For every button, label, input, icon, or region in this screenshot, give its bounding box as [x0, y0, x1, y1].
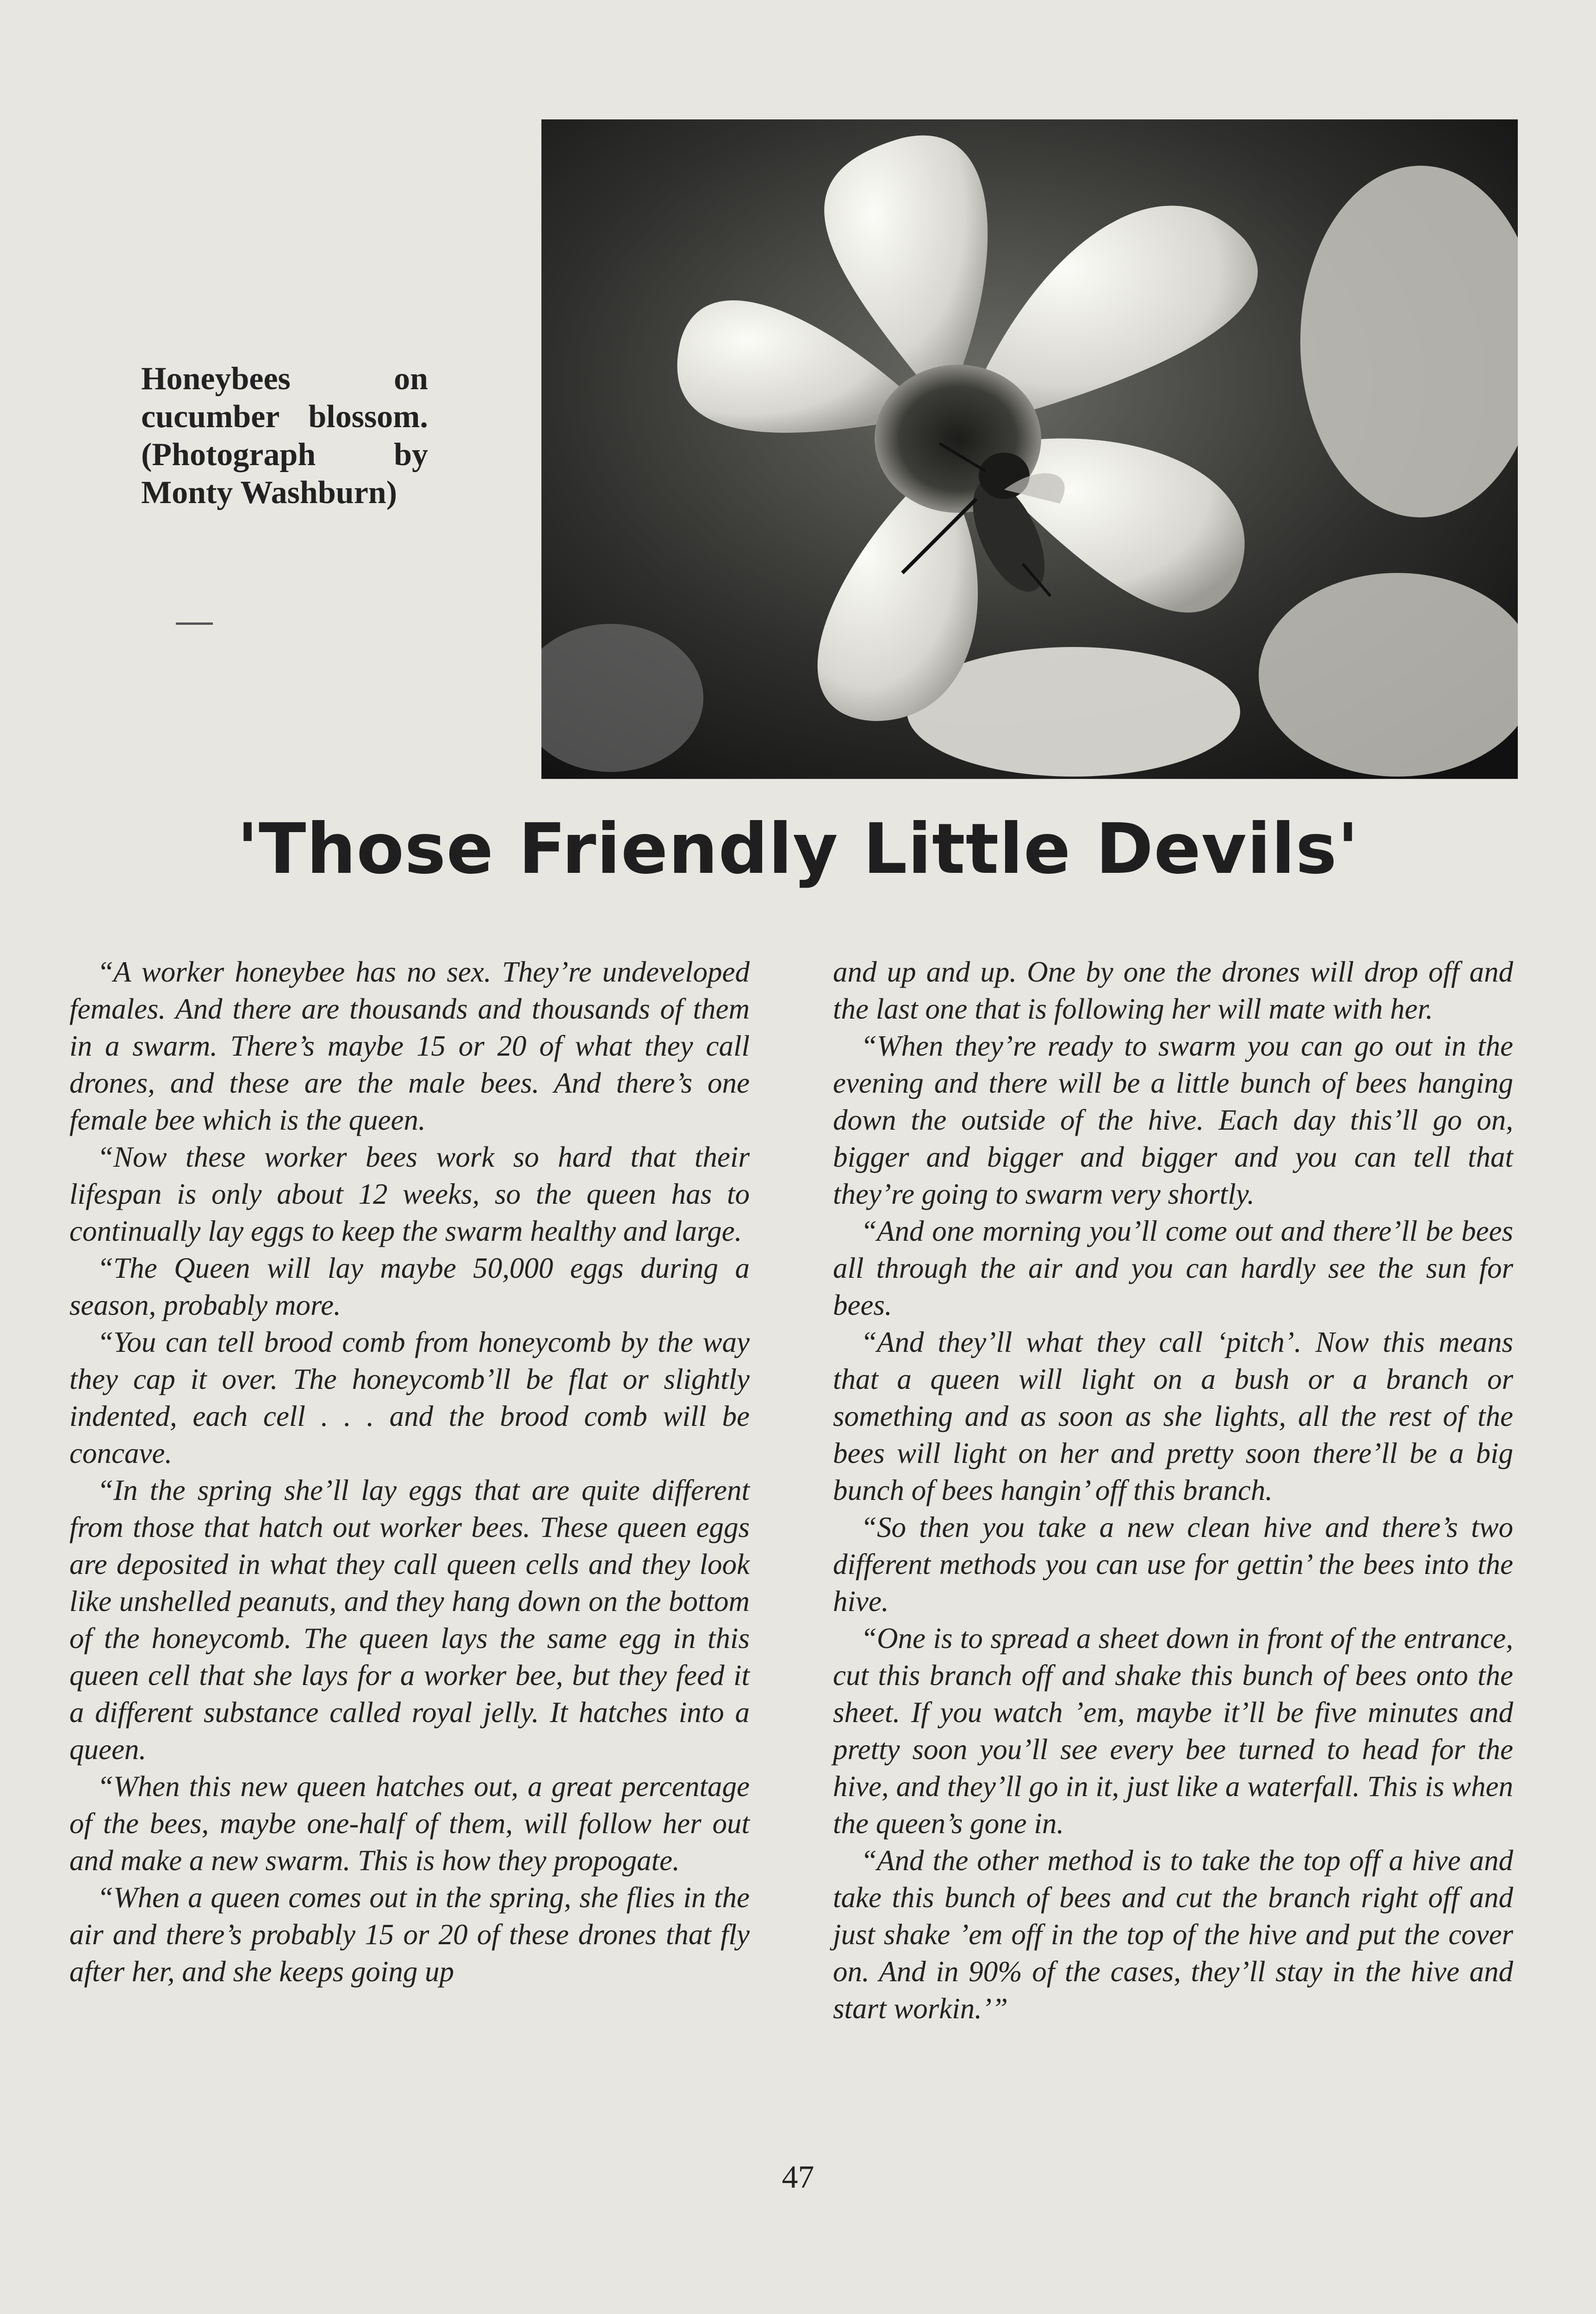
right-paragraph-3: “And one morning you’ll come out and there’ll be bees all through the air and you can hardly see the sun for bees. — [833, 1215, 1513, 1321]
article-left-column — [69, 953, 750, 1990]
left-paragraph-7: “When a queen comes out in the spring, she flies in the air and there’s probably 15 or 20 of these drones that fly after her, and she keeps going up — [69, 1881, 750, 1988]
blossom-photo-illustration — [541, 119, 1518, 779]
left-paragraph-4: “You can tell brood comb from honeycomb by the way they cap it over. The honeycomb’ll be flat or slightly indented, each cell . . . and the brood comb will be concave. — [69, 1326, 750, 1469]
article-title: 'Those Friendly Little Devils' — [237, 809, 1359, 890]
left-paragraph-2: “Now these worker bees work so hard that their lifespan is only about 12 weeks, so the queen has to continually lay eggs to keep the swarm healthy and large. — [69, 1141, 750, 1247]
right-paragraph-2: “When they’re ready to swarm you can go out in the evening and there will be a little bunch of bees hanging down the outside of the hive. Each day this’ll go on, bigger and bigger and bigger and you can tell that they’re going to swarm very shortly. — [833, 1030, 1513, 1210]
bee-blossom-photo — [541, 119, 1518, 779]
caption-rest: cucumber blossom. (Photograph by Monty Washburn) — [141, 399, 428, 510]
right-paragraph-1: and up and up. One by one the drones will drop off and the last one that is following her will mate with her. — [833, 956, 1513, 1025]
right-paragraph-6: “One is to spread a sheet down in front of the entrance, cut this branch off and shake this bunch of bees onto the sheet. If you watch ’em, maybe it’ll be five minutes and pretty soon you’ll see every bee turned to head for the hive, and they’ll go in it, just like a waterfall. This is when the queen’s gone in. — [833, 1622, 1513, 1840]
caption-line-1 — [141, 360, 428, 398]
page-number: 47 — [782, 2159, 814, 2195]
caption-word-on: on — [394, 361, 428, 397]
caption-word-honeybees: Honeybees — [141, 361, 291, 397]
left-paragraph-3: “The Queen will lay maybe 50,000 eggs during a season, probably more. — [69, 1252, 750, 1321]
left-paragraph-5: “In the spring she’ll lay eggs that are quite different from those that hatch out worker bees. These queen eggs are deposited in what they call queen cells and they look like unshelled peanuts, and they hang down on the bottom of the honeycomb. The queen lays the same egg in this queen cell that she lays for a worker bee, but they feed it a different substance called royal jelly. It hatches into a queen. — [69, 1474, 750, 1766]
right-paragraph-5: “So then you take a new clean hive and there’s two different methods you can use for gettin’ the bees into the hive. — [833, 1511, 1513, 1617]
left-paragraph-6: “When this new queen hatches out, a great percentage of the bees, maybe one-half of them, will follow her out and make a new swarm. This is how they propogate. — [69, 1770, 750, 1877]
article-right-column — [833, 953, 1513, 2027]
right-paragraph-7: “And the other method is to take the top off a hive and take this bunch of bees and cut the branch right off and just shake ’em off in the top of the hive and put the cover on. And in 90% of the cases, they’ll stay in the hive and start workin.’” — [833, 1844, 1513, 2025]
left-paragraph-1: “A worker honeybee has no sex. They’re undeveloped females. And there are thousands and thousands of them in a swarm. There’s maybe 15 or 20 of what they call drones, and these are the male bees. And there’s one female bee which is the queen. — [69, 956, 750, 1136]
print-speck — [176, 622, 213, 625]
right-paragraph-4: “And they’ll what they call ‘pitch’. Now this means that a queen will light on a bush or a branch or something and as soon as she lights, all the rest of the bees will light on her and pretty soon there’ll be a big bunch of bees hangin’ off this branch. — [833, 1326, 1513, 1506]
photo-caption — [141, 360, 428, 512]
